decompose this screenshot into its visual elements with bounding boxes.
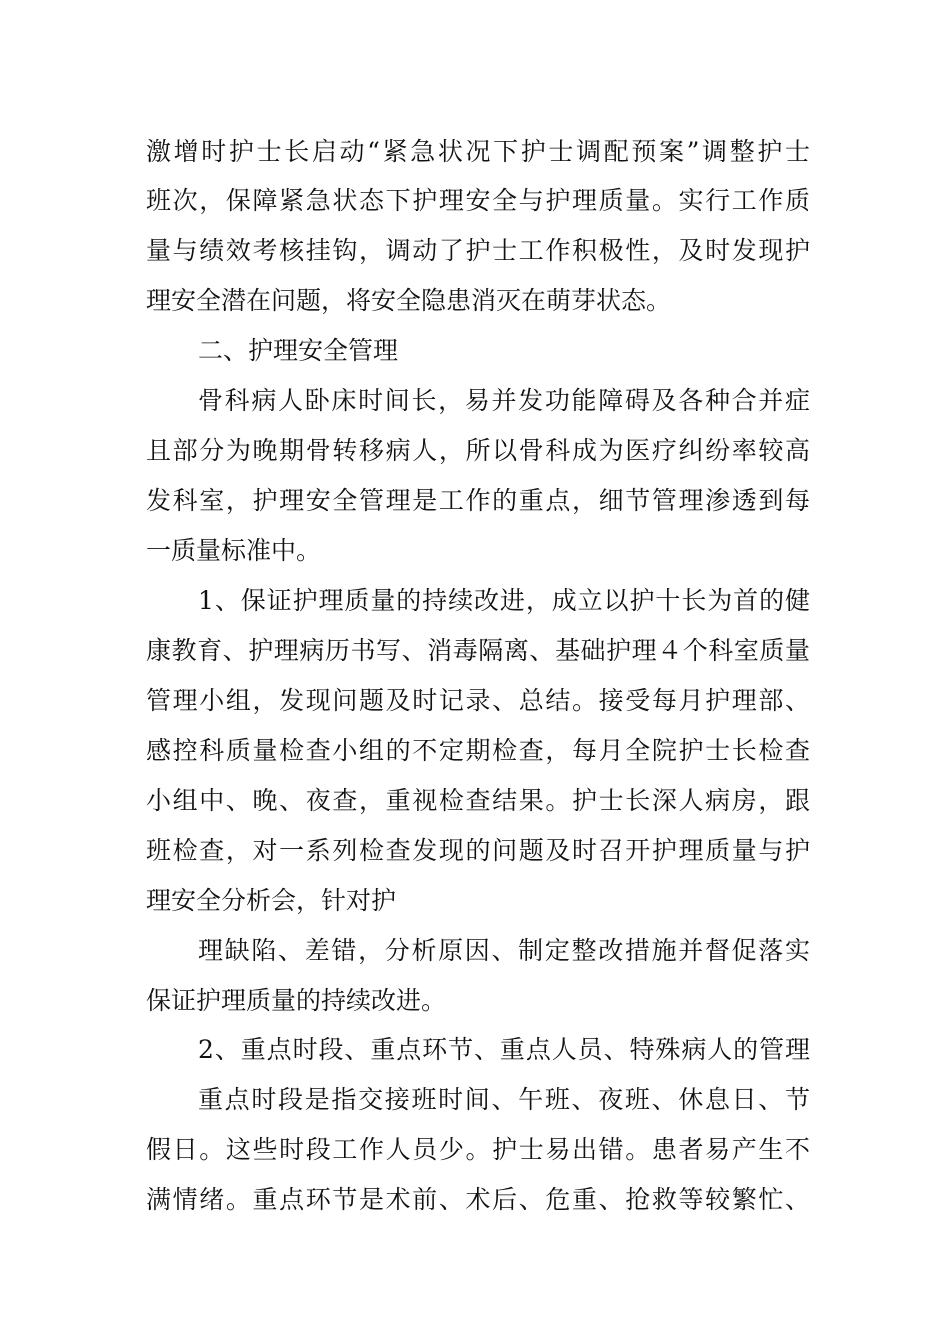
paragraph-line: 感控科质量检查小组的不定期检查，每月全院护士长检查 [146,736,810,765]
paragraph-line: 假日。这些时段工作人员少。护士易出错。患者易产生不 [146,1135,810,1164]
paragraph-line: 量与绩效考核挂钩，调动了护士工作积极性，及时发现护 [146,236,810,265]
numbered-item-line: 2、重点时段、重点环节、重点人员、特殊病人的管理 [198,1035,810,1064]
paragraph-line: 理安全潜在问题，将安全隐患消灭在萌芽状态。 [146,286,672,315]
paragraph-line: 管理小组，发现问题及时记录、总结。接受每月护理部、 [146,686,810,715]
paragraph-line: 保证护理质量的持续改进。 [146,986,447,1015]
paragraph-line: 康教育、护理病历书写、消毒隔离、基础护理４个科室质量 [146,636,810,665]
numbered-item-line: 1、保证护理质量的持续改进，成立以护十长为首的健 [198,586,810,615]
paragraph-line: 班检查，对一系列检查发现的问题及时召开护理质量与护 [146,836,810,865]
paragraph-line: 理缺陷、差错，分析原因、制定整改措施并督促落实 [198,936,810,965]
paragraph-line: 班次，保障紧急状态下护理安全与护理质量。实行工作质 [146,186,810,215]
paragraph-line: 一质量标准中。 [146,536,322,565]
paragraph-line: 且部分为晚期骨转移病人，所以骨科成为医疗纠纷率较高 [146,436,810,465]
paragraph-line: 激增时护士长启动“紧急状况下护士调配预案”调整护士 [146,137,810,166]
paragraph-line: 满情绪。重点环节是术前、术后、危重、抢救等较繁忙、 [146,1185,810,1214]
paragraph-line: 发科室，护理安全管理是工作的重点，细节管理渗透到每 [146,486,810,515]
paragraph-line: 理安全分析会，针对护 [146,886,397,915]
paragraph-line: 重点时段是指交接班时间、午班、夜班、休息日、节 [198,1085,810,1114]
section-heading: 二、护理安全管理 [198,336,399,365]
paragraph-line: 骨科病人卧床时间长，易并发功能障碍及各种合并症 [198,386,810,415]
paragraph-line: 小组中、晚、夜查，重视检查结果。护士长深人病房，跟 [146,786,810,815]
